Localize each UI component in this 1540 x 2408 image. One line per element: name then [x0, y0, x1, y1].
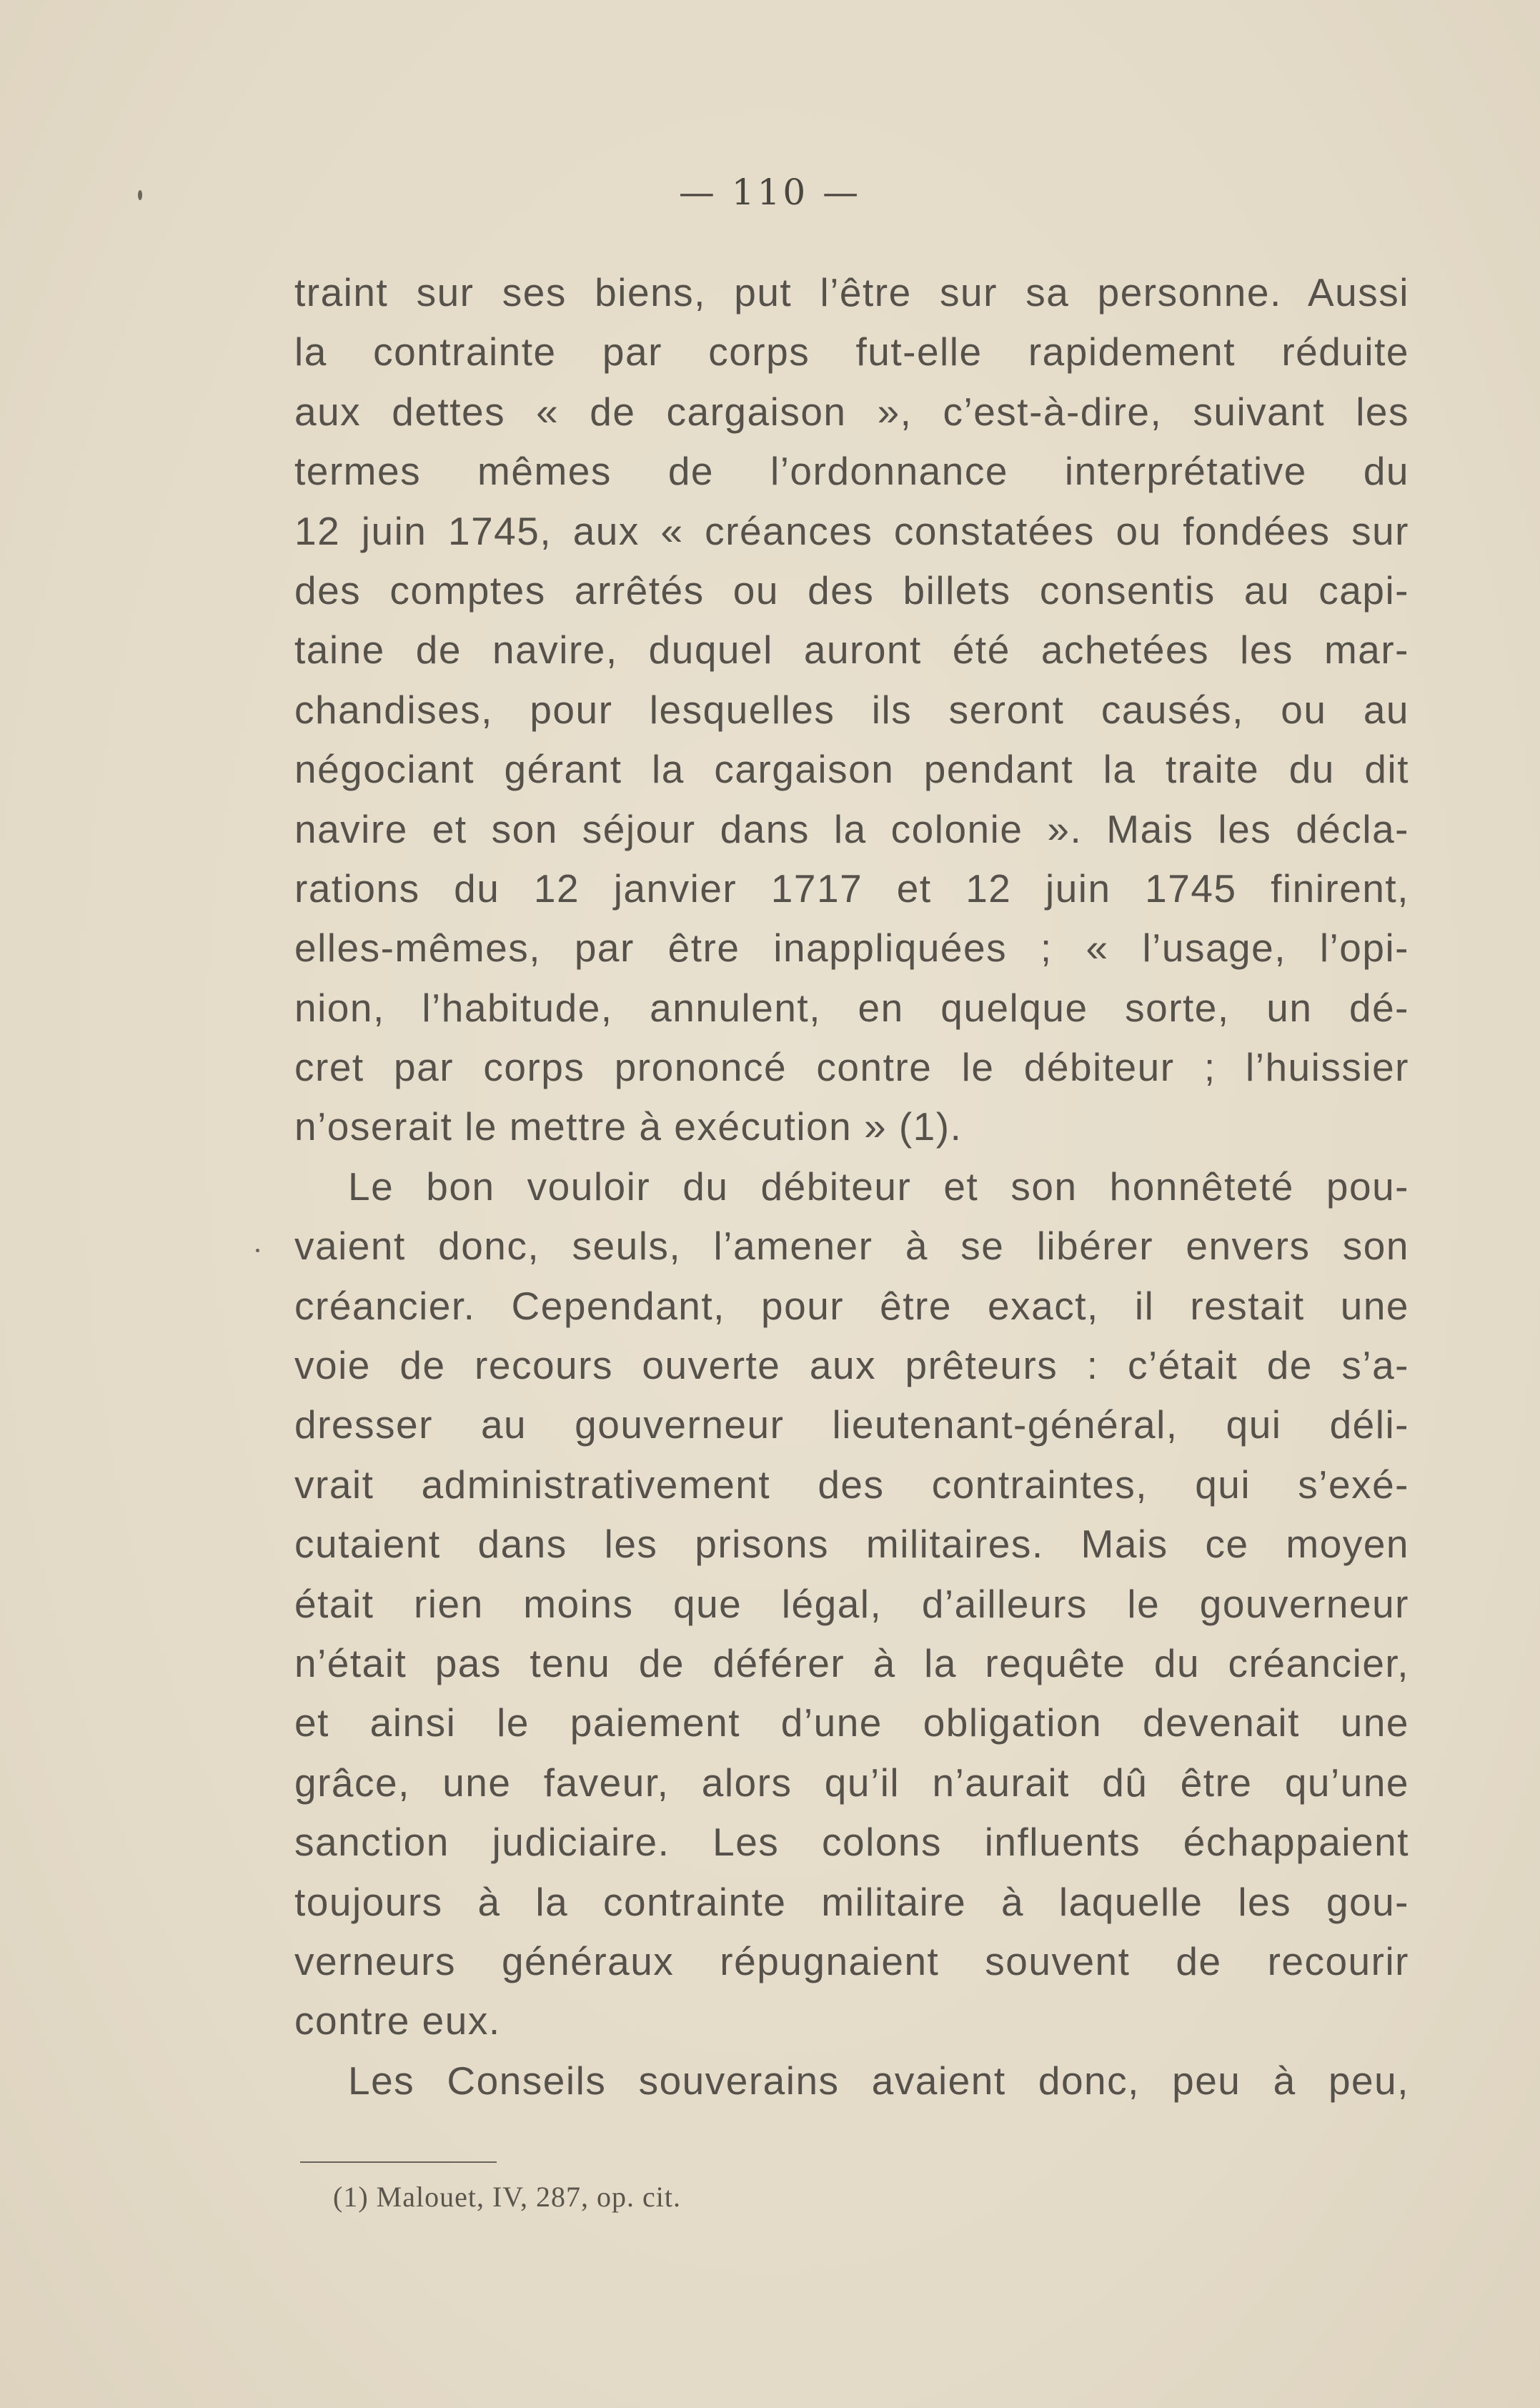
text-line: cret par corps prononcé contre le débiteur ; l’huissier	[294, 1045, 1409, 1090]
text-line: vrait administrativement des contraintes, qui s’exé-	[294, 1462, 1409, 1507]
text-line: traint sur ses biens, put l’être sur sa personne. Aussi	[294, 270, 1409, 314]
text-line: rations du 12 janvier 1717 et 12 juin 1745 finirent,	[294, 866, 1409, 911]
text-line: cutaient dans les prisons militaires. Mais ce moyen	[294, 1522, 1409, 1567]
text-line: nion, l’habitude, annulent, en quelque sorte, un dé-	[294, 985, 1409, 1030]
text-line: des comptes arrêtés ou des billets consentis au capi-	[294, 568, 1409, 613]
text-line: vaient donc, seuls, l’amener à se libérer envers son	[294, 1224, 1409, 1269]
text-line: aux dettes « de cargaison », c’est-à-dire, suivant les	[294, 389, 1409, 434]
text-line: termes mêmes de l’ordonnance interprétative du	[294, 449, 1409, 494]
text-line: verneurs généraux répugnaient souvent de recourir	[294, 1938, 1409, 1983]
text-line: elles-mêmes, par être inappliquées ; « l’usage, l’opi-	[294, 926, 1409, 971]
text-line: n’était pas tenu de déférer à la requête du créancier,	[294, 1640, 1409, 1685]
text-line: voie de recours ouverte aux prêteurs : c’était de s’a-	[294, 1343, 1409, 1388]
text-line: la contrainte par corps fut-elle rapidement réduite	[294, 330, 1409, 375]
text-line: Les Conseils souverains avaient donc, peu à peu,	[348, 2058, 1409, 2103]
text-line: toujours à la contrainte militaire à laquelle les gou-	[294, 1879, 1409, 1924]
text-line: chandises, pour lesquelles ils seront causés, ou au	[294, 687, 1409, 732]
text-line: n’oserait le mettre à exécution » (1).	[294, 1104, 963, 1149]
text-line: navire et son séjour dans la colonie ». Mais les décla-	[294, 806, 1409, 851]
text-line: dresser au gouverneur lieutenant-général, qui déli-	[294, 1402, 1409, 1447]
text-line: négociant gérant la cargaison pendant la traite du dit	[294, 747, 1409, 792]
page-number: — 110 —	[678, 172, 862, 213]
text-line: taine de navire, duquel auront été achetées les mar-	[294, 628, 1409, 673]
footnote: (1) Malouet, IV, 287, op. cit.	[333, 2181, 681, 2213]
text-line: grâce, une faveur, alors qu’il n’aurait dû être qu’une	[294, 1760, 1409, 1805]
text-line: était rien moins que légal, d’ailleurs le gouverneur	[294, 1581, 1409, 1626]
text-line: 12 juin 1745, aux « créances constatées ou fondées sur	[294, 508, 1409, 553]
text-line: créancier. Cependant, pour être exact, il restait une	[294, 1283, 1409, 1328]
footnote-divider	[300, 2161, 497, 2163]
text-line: et ainsi le paiement d’une obligation devenait une	[294, 1700, 1409, 1745]
text-line: contre eux.	[294, 1998, 501, 2043]
ink-speck	[256, 1249, 259, 1252]
body-text	[294, 263, 1409, 2111]
text-line: sanction judiciaire. Les colons influents échappaient	[294, 1820, 1409, 1865]
text-line: Le bon vouloir du débiteur et son honnêteté pou-	[348, 1164, 1409, 1209]
